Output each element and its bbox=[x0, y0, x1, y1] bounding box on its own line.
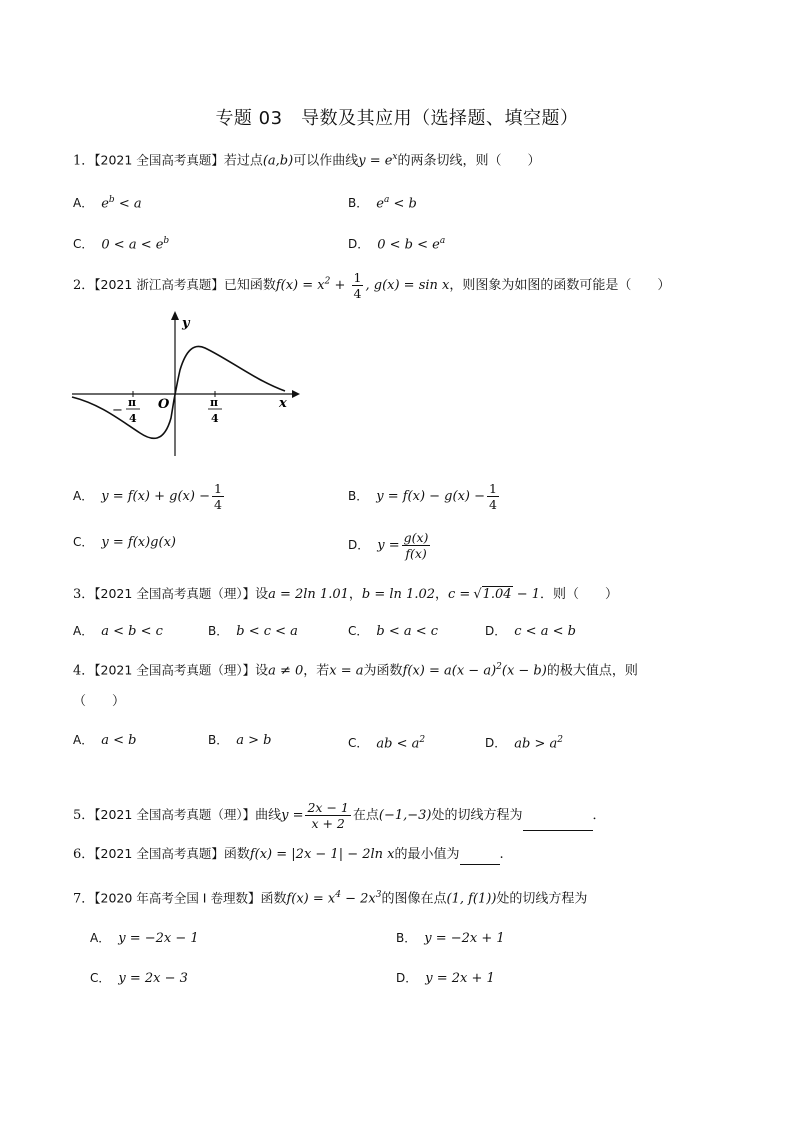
function-graph bbox=[70, 308, 300, 458]
math-expression: f(x) = a(x − a) bbox=[402, 663, 497, 679]
math-expression: b < c < a bbox=[236, 624, 298, 639]
option-4b[interactable] bbox=[208, 730, 271, 751]
math-expression: a > b bbox=[236, 733, 272, 748]
question-text: 曲线 bbox=[255, 808, 282, 823]
math-exponent: x bbox=[392, 152, 398, 162]
question-text: 处的切线方程为 bbox=[431, 808, 523, 823]
option-3b[interactable] bbox=[208, 621, 298, 642]
question-text: 若过点 bbox=[223, 153, 263, 169]
question-text: 设 bbox=[255, 663, 269, 679]
math-exponent: 2 bbox=[496, 662, 502, 672]
math-expression: (a,b) bbox=[262, 153, 294, 169]
math-exponent: a bbox=[383, 195, 390, 205]
fraction bbox=[487, 481, 499, 512]
math-expression: y = bbox=[377, 538, 400, 553]
option-label: D． bbox=[348, 237, 370, 252]
question-source: 【2021 全国高考真题（理）】 bbox=[94, 807, 256, 822]
option-label: C． bbox=[73, 237, 94, 252]
question-text: 的最小值为 bbox=[394, 847, 460, 862]
math-expression: (1, f(1)) bbox=[446, 891, 497, 907]
math-exponent: b bbox=[108, 195, 115, 205]
option-1a[interactable] bbox=[73, 190, 142, 214]
option-label: A． bbox=[73, 733, 94, 747]
question-number: 2． bbox=[73, 278, 95, 293]
option-7b[interactable] bbox=[396, 928, 505, 949]
math-exponent: b bbox=[163, 236, 170, 246]
math-expression: y = f(x) + g(x) − bbox=[101, 489, 210, 504]
math-expression: f(x) = x bbox=[286, 891, 336, 907]
question-text: 的两条切线，则（ ） bbox=[397, 153, 541, 169]
math-expression: y = bbox=[281, 808, 304, 823]
question-source: 【2021 全国高考真题】 bbox=[94, 152, 224, 168]
option-label: C． bbox=[348, 736, 369, 751]
option-3c[interactable] bbox=[348, 621, 438, 642]
math-expression: − 2x bbox=[340, 891, 376, 907]
math-operator: + bbox=[330, 278, 350, 293]
fraction bbox=[212, 481, 224, 512]
math-expression: − 1 bbox=[512, 587, 541, 602]
question-text: ．则（ ） bbox=[540, 587, 619, 602]
math-expression: b < a < c bbox=[376, 624, 439, 639]
fraction-denominator: 4 bbox=[214, 497, 222, 512]
neg-pi-denominator: 4 bbox=[129, 412, 137, 425]
question-number: 1． bbox=[73, 153, 95, 169]
question-3 bbox=[73, 584, 618, 605]
math-expression: x = a bbox=[329, 663, 364, 679]
math-expression: f(x) = x bbox=[275, 278, 325, 293]
math-expression: y = f(x) − g(x) − bbox=[376, 489, 486, 504]
answer-blank[interactable] bbox=[523, 816, 593, 831]
question-number: 6． bbox=[73, 847, 95, 862]
math-expression: c = bbox=[448, 587, 471, 602]
math-expression: c < a < b bbox=[514, 624, 576, 639]
fraction-numerator: 1 bbox=[489, 481, 497, 496]
math-expression: (−1,−3) bbox=[378, 808, 432, 823]
math-expression: y = −2x + 1 bbox=[424, 931, 505, 946]
x-axis-arrow bbox=[292, 390, 300, 398]
option-7c[interactable] bbox=[90, 968, 188, 989]
pi-denominator: 4 bbox=[211, 412, 219, 425]
math-exponent: 2 bbox=[324, 276, 331, 287]
question-2 bbox=[73, 270, 670, 301]
question-text: 函数 bbox=[223, 847, 250, 862]
question-text: 处的切线方程为 bbox=[496, 891, 588, 907]
question-4-paren: （ ） bbox=[73, 694, 126, 709]
math-expression: a = 2ln 1.01 bbox=[268, 587, 349, 602]
math-exponent: 2 bbox=[557, 735, 563, 745]
option-label: D． bbox=[348, 538, 370, 552]
question-number: 7． bbox=[73, 891, 95, 907]
question-7 bbox=[73, 885, 587, 909]
punctuation: ， bbox=[435, 587, 449, 602]
option-label: D． bbox=[485, 624, 507, 638]
fraction-denominator: 4 bbox=[489, 497, 497, 512]
math-expression: y = f(x)g(x) bbox=[101, 535, 176, 550]
option-4c[interactable] bbox=[348, 730, 425, 754]
x-axis-label: x bbox=[279, 396, 287, 411]
page-title: 专题 03 导数及其应用（选择题、填空题） bbox=[215, 108, 579, 129]
option-3a[interactable] bbox=[73, 621, 163, 642]
option-label: A． bbox=[73, 196, 94, 211]
question-source: 【2020 年高考全国 I 卷理数】 bbox=[94, 890, 261, 906]
math-expression: , g(x) = sin x bbox=[365, 278, 450, 293]
math-exponent: a bbox=[439, 236, 446, 246]
y-axis-label: y bbox=[182, 316, 190, 331]
question-4 bbox=[73, 657, 638, 681]
question-source: 【2021 全国高考真题】 bbox=[94, 846, 224, 861]
math-expression: 0 < a < e bbox=[101, 237, 164, 253]
option-label: B． bbox=[208, 624, 229, 638]
y-axis-arrow bbox=[171, 311, 179, 320]
radicand: 1.04 bbox=[482, 587, 512, 602]
option-2b[interactable] bbox=[348, 481, 501, 512]
question-text: 的图像在点 bbox=[381, 891, 447, 907]
option-7d[interactable] bbox=[396, 968, 495, 989]
minus-sign: − bbox=[112, 403, 123, 418]
fraction bbox=[305, 800, 350, 831]
option-4d[interactable] bbox=[485, 730, 563, 754]
option-2a[interactable] bbox=[73, 481, 226, 512]
question-text: 为函数 bbox=[363, 663, 403, 679]
option-label: B． bbox=[348, 489, 369, 503]
question-number: 3． bbox=[73, 587, 95, 602]
origin-label: O bbox=[158, 397, 170, 412]
option-3d[interactable] bbox=[485, 621, 576, 642]
option-label: C． bbox=[90, 971, 111, 985]
pi-numerator: π bbox=[210, 396, 219, 409]
option-2c[interactable] bbox=[73, 532, 176, 553]
question-6 bbox=[73, 844, 504, 865]
math-expression: 0 < b < e bbox=[377, 237, 440, 253]
radical-sign: √ bbox=[473, 587, 482, 602]
fraction-numerator: 1 bbox=[214, 481, 222, 496]
punctuation: ． bbox=[592, 808, 606, 823]
question-text: 的极大值点，则 bbox=[546, 663, 638, 679]
option-label: C． bbox=[73, 535, 94, 549]
math-expression: y = e bbox=[358, 153, 393, 169]
question-5 bbox=[73, 800, 606, 831]
option-2d[interactable] bbox=[348, 530, 432, 561]
math-expression: < b bbox=[389, 196, 417, 212]
fraction-numerator: 1 bbox=[353, 270, 362, 285]
math-exponent: 4 bbox=[335, 890, 341, 900]
math-expression: y = 2x − 3 bbox=[118, 971, 188, 986]
option-label: A． bbox=[73, 489, 94, 503]
option-label: D． bbox=[485, 736, 507, 751]
option-label: B． bbox=[396, 931, 417, 945]
fraction bbox=[402, 530, 431, 561]
fraction-numerator: g(x) bbox=[403, 530, 429, 545]
option-1c[interactable] bbox=[73, 231, 169, 255]
math-expression: b = ln 1.02 bbox=[361, 587, 435, 602]
punctuation: ， bbox=[348, 587, 362, 602]
question-text: ，若 bbox=[303, 663, 330, 679]
answer-blank[interactable] bbox=[460, 850, 500, 865]
question-text: 已知函数 bbox=[223, 278, 276, 293]
option-label: B． bbox=[208, 733, 229, 747]
option-label: A． bbox=[73, 624, 94, 638]
math-expression: a ≠ 0 bbox=[268, 663, 304, 679]
option-4a[interactable] bbox=[73, 730, 136, 751]
punctuation: . bbox=[499, 847, 504, 862]
fraction-denominator: 4 bbox=[353, 286, 362, 301]
option-label: C． bbox=[348, 624, 369, 638]
question-source: 【2021 浙江高考真题】 bbox=[94, 277, 224, 292]
math-exponent: 3 bbox=[375, 890, 382, 900]
math-expression: (x − b) bbox=[501, 663, 547, 679]
question-text: 设 bbox=[255, 587, 269, 602]
math-exponent: 2 bbox=[419, 735, 426, 745]
option-label: A． bbox=[90, 931, 111, 945]
question-number: 5． bbox=[73, 808, 95, 823]
math-expression: a < b < c bbox=[101, 624, 163, 639]
math-expression: e bbox=[376, 196, 384, 212]
math-expression: < a bbox=[114, 196, 142, 212]
question-1 bbox=[73, 147, 541, 171]
question-text: ，则图象为如图的函数可能是（ ） bbox=[449, 278, 671, 293]
option-7a[interactable] bbox=[90, 928, 199, 949]
math-expression: y = 2x + 1 bbox=[425, 971, 495, 986]
question-text: 在点 bbox=[352, 808, 379, 823]
fraction-numerator: 2x − 1 bbox=[307, 800, 349, 815]
math-expression: e bbox=[101, 196, 109, 212]
option-1b[interactable] bbox=[348, 190, 417, 214]
math-expression: y = −2x − 1 bbox=[118, 931, 199, 946]
question-number: 4． bbox=[73, 663, 95, 679]
math-expression: a < b bbox=[101, 733, 137, 748]
option-label: B． bbox=[348, 196, 369, 211]
math-expression: f(x) = |2x − 1| − 2ln x bbox=[249, 847, 395, 862]
math-expression: ab < a bbox=[376, 736, 420, 752]
fraction bbox=[352, 270, 364, 301]
fraction-denominator: f(x) bbox=[405, 546, 427, 561]
fraction-denominator: x + 2 bbox=[311, 816, 345, 831]
question-source: 【2021 全国高考真题（理）】 bbox=[94, 586, 256, 601]
neg-pi-numerator: π bbox=[128, 396, 137, 409]
math-expression: ab > a bbox=[514, 736, 558, 752]
option-label: D． bbox=[396, 971, 418, 985]
question-text: 可以作曲线 bbox=[293, 153, 359, 169]
question-source: 【2021 全国高考真题（理）】 bbox=[94, 662, 256, 678]
question-text: 函数 bbox=[260, 891, 287, 907]
function-curve bbox=[72, 346, 285, 438]
option-1d[interactable] bbox=[348, 231, 445, 255]
